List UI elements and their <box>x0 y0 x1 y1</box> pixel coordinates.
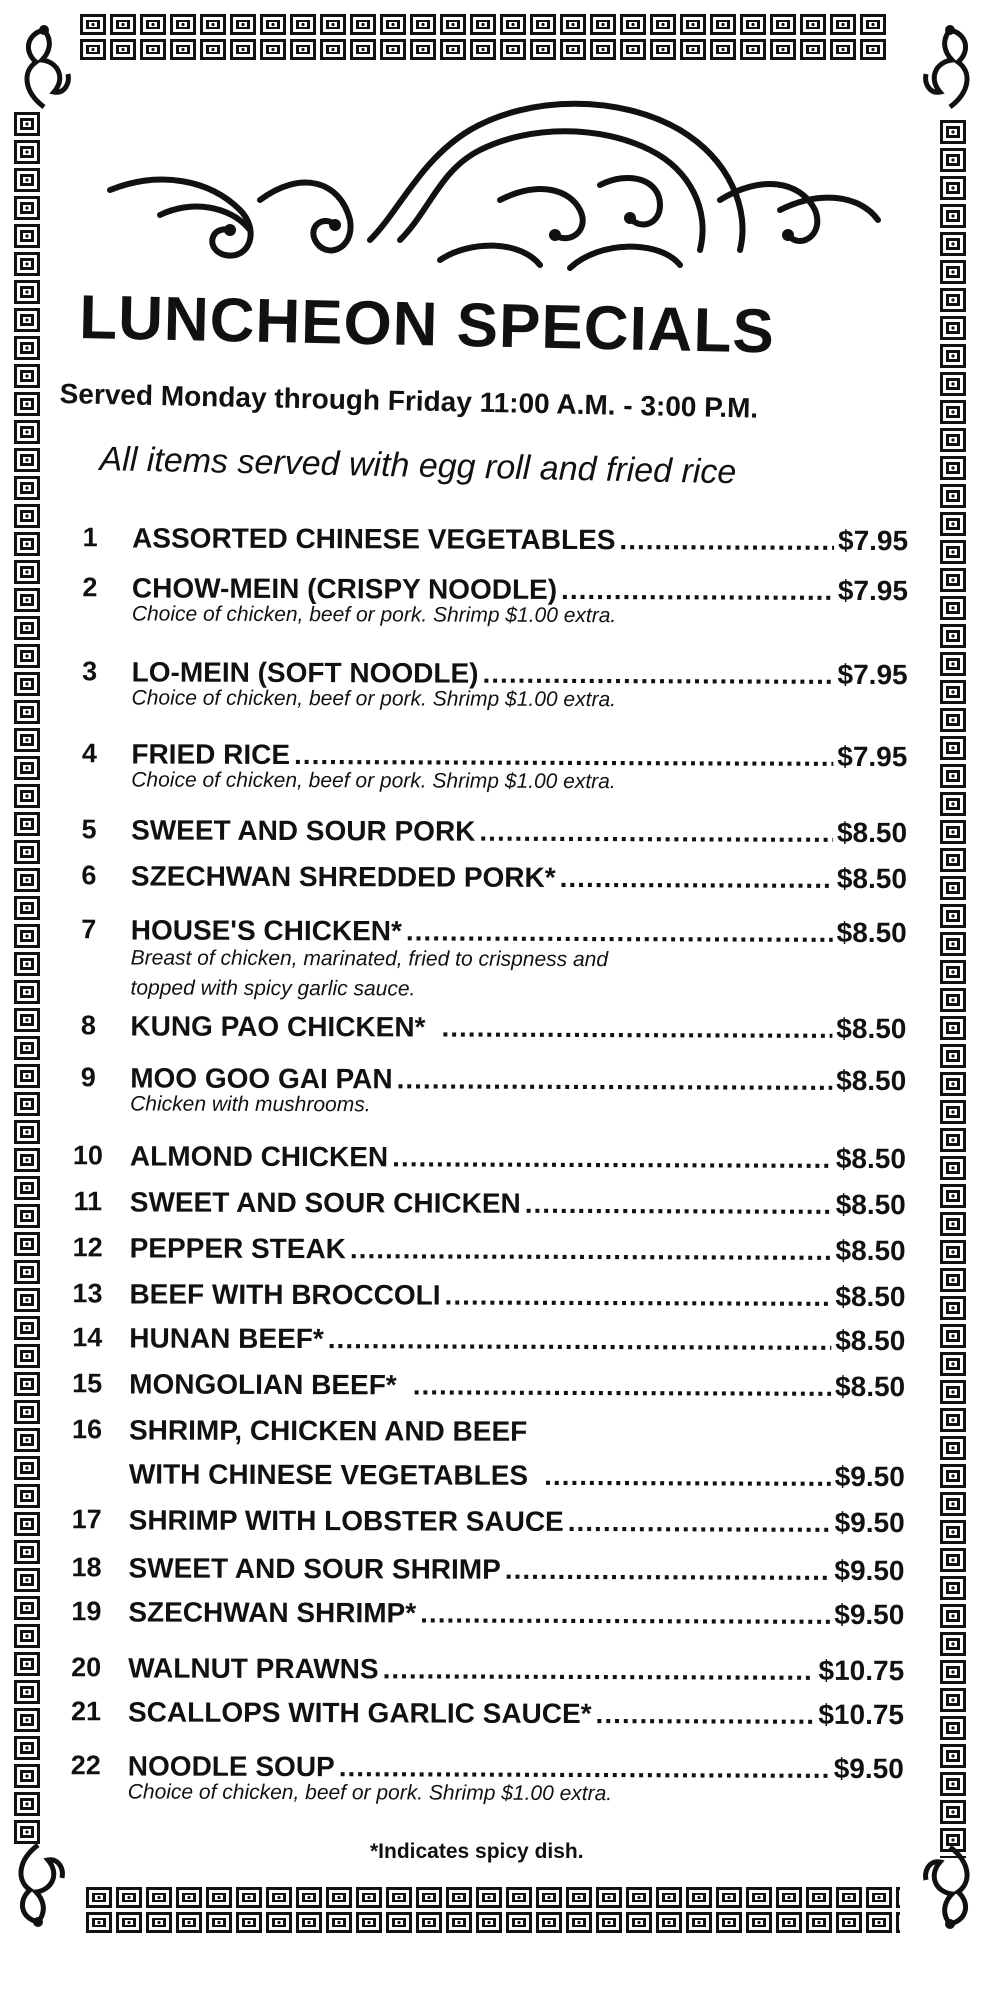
item-number: 18 <box>71 1552 102 1583</box>
item-name: SZECHWAN SHRIMP* <box>128 1596 417 1629</box>
dot-leader <box>482 658 833 691</box>
dot-leader <box>525 1188 832 1221</box>
item-number: 2 <box>82 572 98 603</box>
menu-title: LUNCHEON SPECIALS <box>78 282 776 367</box>
item-name: SWEET AND SOUR PORK <box>131 814 476 847</box>
item-price: $8.50 <box>836 916 907 949</box>
item-price: $9.50 <box>833 1752 904 1785</box>
item-name: KUNG PAO CHICKEN* <box>130 1010 426 1043</box>
menu-item <box>65 1414 905 1497</box>
item-name: SWEET AND SOUR CHICKEN <box>129 1186 521 1219</box>
item-price: $8.50 <box>835 1324 906 1357</box>
item-description: Choice of chicken, beef or pork. Shrimp $1.00 extra. <box>131 602 617 628</box>
item-price: $10.75 <box>818 1654 905 1687</box>
dot-leader <box>596 1698 815 1731</box>
dot-leader <box>397 1063 833 1097</box>
item-number: 12 <box>72 1232 103 1263</box>
item-name: SZECHWAN SHREDDED PORK* <box>130 860 556 893</box>
item-name-line2: WITH CHINESE VEGETABLES <box>128 1458 529 1491</box>
item-name: HUNAN BEEF* <box>129 1322 324 1355</box>
item-number: 21 <box>70 1696 102 1727</box>
item-name: SHRIMP, CHICKEN AND BEEF <box>128 1414 528 1447</box>
item-number: 14 <box>72 1322 103 1353</box>
menu-item <box>67 860 907 899</box>
item-number: 19 <box>71 1596 102 1627</box>
item-price: $9.50 <box>834 1506 905 1539</box>
menu-item <box>67 814 907 853</box>
item-price: $7.95 <box>837 740 908 773</box>
item-number: 10 <box>72 1140 104 1171</box>
item-price: $9.50 <box>834 1460 905 1493</box>
item-price: $7.95 <box>837 658 908 691</box>
dot-leader <box>339 1751 830 1785</box>
menu-item <box>64 1750 904 1806</box>
menu-item <box>65 1504 905 1543</box>
item-number: 11 <box>73 1186 103 1217</box>
item-price: $9.50 <box>834 1598 905 1631</box>
menu-item <box>68 522 908 561</box>
serving-hours: Served Monday through Friday 11:00 A.M. - 3:00 P.M. <box>59 378 759 424</box>
item-description: Choice of chicken, beef or pork. Shrimp $1.00 extra. <box>127 1780 613 1806</box>
dot-leader <box>350 1233 832 1267</box>
menu-item <box>66 1140 906 1179</box>
dot-leader <box>505 1554 831 1587</box>
item-name: NOODLE SOUP <box>127 1750 335 1783</box>
item-number: 20 <box>71 1652 102 1683</box>
dot-leader <box>383 1653 815 1687</box>
item-name: SHRIMP WITH LOBSTER SAUCE <box>128 1504 564 1537</box>
item-name: ASSORTED CHINESE VEGETABLES <box>132 522 616 556</box>
dot-leader <box>479 816 833 849</box>
dot-leader <box>406 915 833 948</box>
item-number: 9 <box>80 1062 96 1093</box>
dot-leader <box>413 1369 831 1402</box>
dot-leader <box>619 524 834 557</box>
dot-leader <box>392 1141 832 1175</box>
item-price: $8.50 <box>835 1234 906 1267</box>
item-price: $8.50 <box>836 1012 907 1045</box>
item-number: 6 <box>81 860 97 891</box>
menu-item <box>64 1552 904 1591</box>
menu-item <box>64 1652 904 1691</box>
menu-item <box>65 1278 905 1317</box>
item-number: 17 <box>71 1504 102 1535</box>
item-price: $8.50 <box>836 816 908 849</box>
menu-item <box>68 572 908 628</box>
item-number: 7 <box>81 914 97 945</box>
item-price: $8.50 <box>835 1280 906 1313</box>
dot-leader <box>420 1597 830 1630</box>
item-name: FRIED RICE <box>131 738 291 771</box>
menu-item <box>67 914 907 1001</box>
dot-leader <box>560 862 833 895</box>
item-price: $9.50 <box>834 1554 905 1587</box>
item-description: Choice of chicken, beef or pork. Shrimp $1.00 extra. <box>131 768 616 794</box>
item-name: PEPPER STEAK <box>129 1232 346 1265</box>
menu-item <box>66 1186 906 1225</box>
dot-leader <box>328 1323 832 1357</box>
item-price: $8.50 <box>835 1370 906 1403</box>
item-price: $7.95 <box>837 524 909 557</box>
dot-leader <box>561 574 834 607</box>
item-name: SWEET AND SOUR SHRIMP <box>128 1552 501 1585</box>
dot-leader <box>568 1506 831 1539</box>
item-number: 8 <box>80 1010 96 1041</box>
item-description: Chicken with mushrooms. <box>130 1092 371 1117</box>
item-price: $8.50 <box>835 1188 906 1221</box>
menu-item <box>64 1696 904 1735</box>
item-description: topped with spicy garlic sauce. <box>130 976 416 1001</box>
dot-leader <box>544 1460 831 1493</box>
item-number: 3 <box>82 656 98 687</box>
item-price: $8.50 <box>836 1064 907 1097</box>
spicy-footnote: *Indicates spicy dish. <box>370 1840 584 1863</box>
item-name: WALNUT PRAWNS <box>128 1652 379 1685</box>
item-price: $10.75 <box>818 1698 905 1731</box>
item-name: MOO GOO GAI PAN <box>130 1062 393 1095</box>
item-name: MONGOLIAN BEEF* <box>129 1368 397 1401</box>
item-name: HOUSE'S CHICKEN* <box>130 914 402 947</box>
item-name: CHOW-MEIN (CRISPY NOODLE) <box>131 572 558 605</box>
menu-item <box>66 1010 906 1049</box>
item-number: 15 <box>72 1368 103 1399</box>
item-price: $7.95 <box>837 574 908 607</box>
item-name: SCALLOPS WITH GARLIC SAUCE* <box>127 1696 592 1730</box>
dot-leader <box>445 1280 832 1313</box>
dot-leader <box>441 1012 832 1045</box>
menu-item <box>66 1062 907 1117</box>
item-price: $8.50 <box>835 1142 907 1175</box>
menu-item <box>67 738 908 794</box>
item-number: 16 <box>71 1414 103 1445</box>
item-number: 22 <box>70 1750 101 1781</box>
item-number: 13 <box>72 1278 103 1309</box>
item-description: Choice of chicken, beef or pork. Shrimp $1.00 extra. <box>131 686 617 712</box>
item-name: BEEF WITH BROCCOLI <box>129 1278 441 1311</box>
item-name: LO-MEIN (SOFT NOODLE) <box>131 656 479 689</box>
served-with-note: All items served with egg roll and fried rice <box>99 440 737 492</box>
menu-item <box>66 1232 906 1271</box>
item-number: 4 <box>81 738 97 769</box>
item-name: ALMOND CHICKEN <box>129 1140 389 1173</box>
menu-item <box>65 1368 905 1407</box>
item-price: $8.50 <box>836 862 907 895</box>
item-number: 5 <box>81 814 97 845</box>
item-number: 1 <box>82 522 98 553</box>
dot-leader <box>294 739 833 773</box>
item-description: Breast of chicken, marinated, fried to crispness and <box>130 946 609 972</box>
menu-item <box>65 1322 905 1361</box>
menu-item <box>64 1596 904 1635</box>
menu-item <box>68 656 908 712</box>
